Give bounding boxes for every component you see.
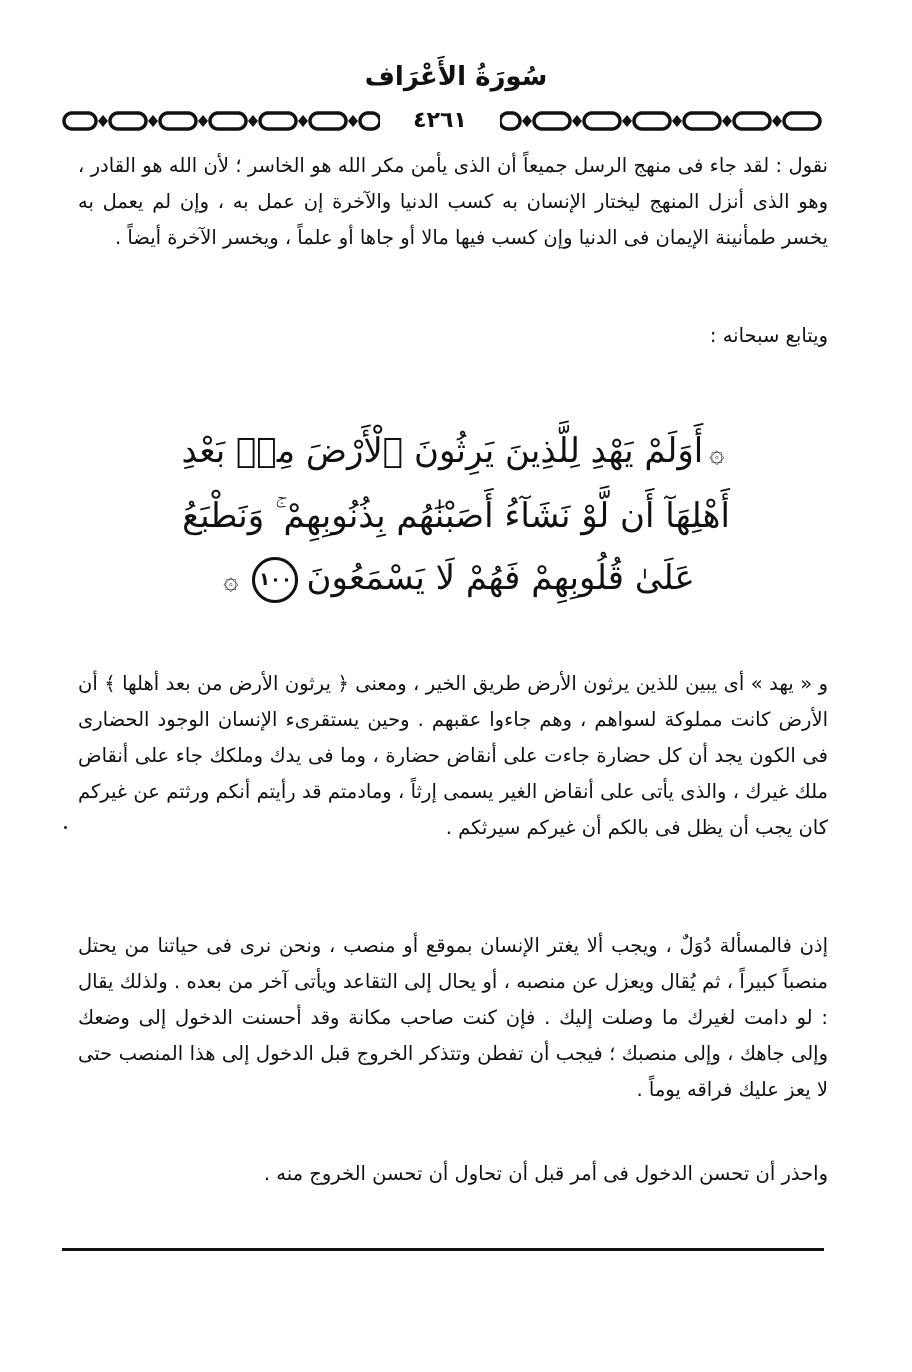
verse-line-3: عَلَىٰ قُلُوبِهِمْ فَهُمْ لَا يَسْمَعُونَ١٠٠۞ [100, 547, 812, 612]
verse-line-2: أَهْلِهَآ أَن لَّوْ نَشَآءُ أَصَبْنَٰهُم بِذُنُوبِهِمْ ۚ وَنَطْبَعُ [182, 496, 730, 536]
header-ornament-band [60, 104, 825, 138]
surah-title: سُورَةُ الأَعْرَاف [364, 62, 548, 92]
paragraph-advice: واحذر أن تحسن الدخول فى أمر قبل أن تحاول أن تحسن الخروج منه . [263, 1162, 828, 1185]
footer-rule [62, 1248, 824, 1251]
paragraph-transition: ويتابع سبحانه : [709, 324, 828, 347]
ayah-number-badge: ١٠٠ [252, 557, 298, 603]
verse-close-ornament-icon: ۞ [223, 566, 239, 596]
page-number: ٤٢٦١ [380, 104, 500, 138]
paragraph-intro: نقول : لقد جاء فى منهج الرسل جميعاً أن الذى يأمن مكر الله هو الخاسر ؛ لأن الله هو القادر ، وهو الذى أنزل المنهج ليختار الإنسان به كسب الدنيا والآخرة إن عمل به ، وإن لم يعمل به يخسر طمأنينة الإيمان فى الدنيا وإن كسب فيها مالا أو جاها أو علماً ، ويخسر الآخرة أيضاً . [78, 154, 828, 249]
verse-line-1: ۞أَوَلَمْ يَهْدِ لِلَّذِينَ يَرِثُونَ ٱلْأَرْضَ مِنۢ بَعْدِ [100, 420, 812, 485]
paragraph-states: إذن فالمسألة دُوَلٌ ، ويجب ألا يغتر الإنسان بموقع أو منصب ، ونحن نرى فى حياتنا من يحتل منصباً كبيراً ، ثم يُقال ويعزل عن منصبه ، أو يحال إلى التقاعد ويأتى آخر من بعده . ولذلك يقال : لو دامت لغيرك ما وصلت إليك . فإن كنت صاحب مكانة وقد أحسنت الدخول إلى وضعك وإلى جاهك ، وإلى منصبك ؛ فيجب أن تفطن وتتذكر الخروج قبل الدخول إلى هذا المنصب حتى لا يعز عليك فراقه يوماً . [78, 934, 828, 1101]
paragraph-explanation: و « يهد » أى يبين للذين يرثون الأرض طريق الخير ، ومعنى ﴿ يرثون الأرض من بعد أهلها ﴾ أن الأرض كانت مملوكة لسواهم ، وهم جاءوا عقبهم . وحين يستقرىء الإنسان الوجود الحضارى فى الكون يجد أن كل حضارة جاءت على أنقاض حضارة ، وما فى يدك وملكك جاء على أنقاض ملك غيرك ، والذى يأتى على أنقاض الغير يسمى إرثاً ، ومادمتم قد رأيتم أنكم ورثتم عن غيركم كان يجب أن يظل فى بالكم أن غيركم سيرثكم . [78, 672, 828, 839]
verse-open-ornament-icon: ۞ [709, 439, 725, 469]
quran-verse [100, 420, 812, 612]
print-speck [64, 826, 67, 829]
